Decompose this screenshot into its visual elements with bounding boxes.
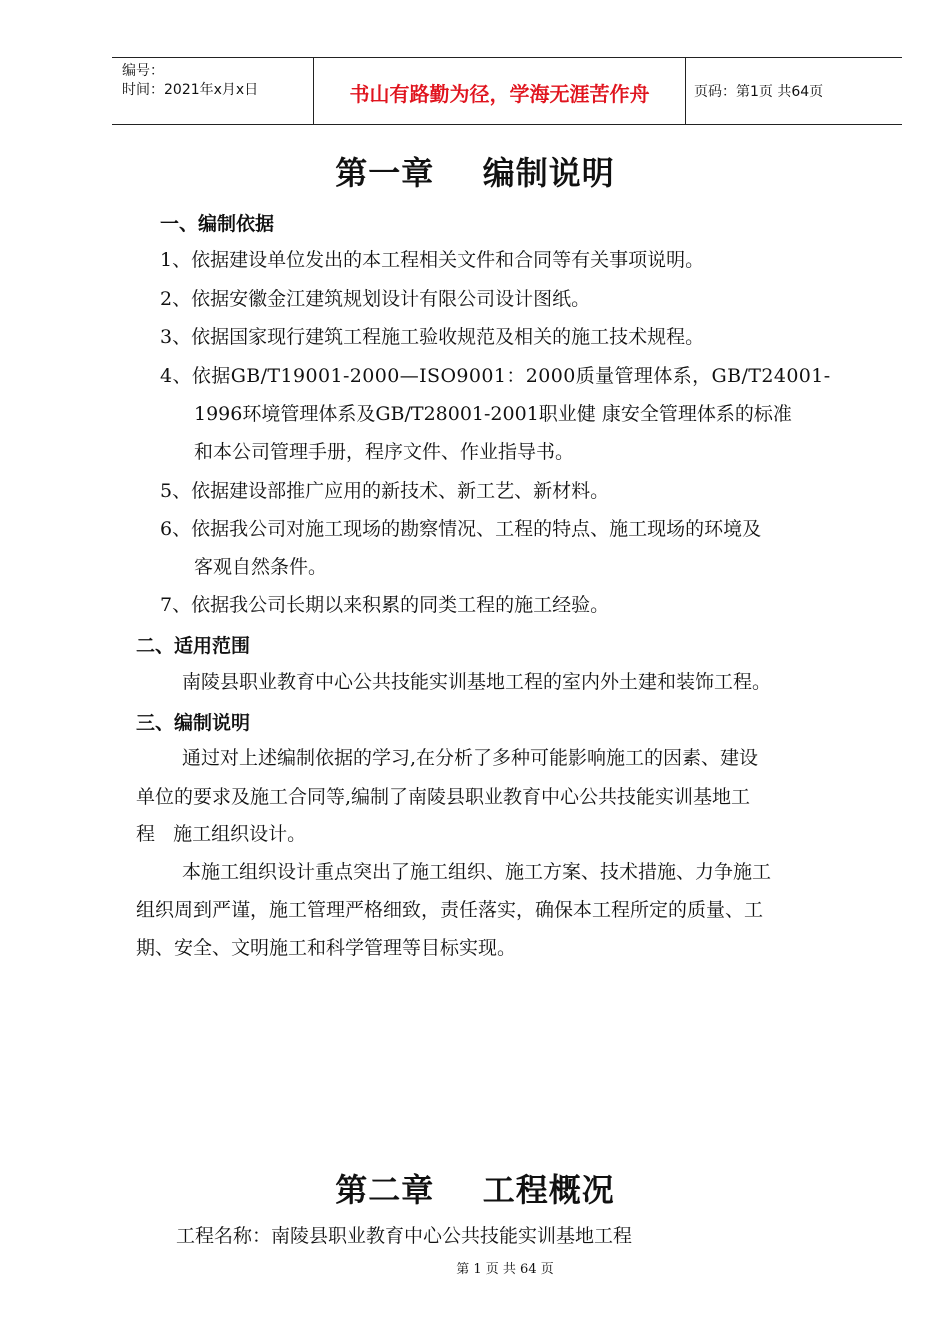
explanation-line: 程 施工组织设计。 [136,823,307,845]
project-name: 工程名称：南陵县职业教育中心公共技能实训基地工程 [176,1225,633,1247]
scope-text: 南陵县职业教育中心公共技能实训基地工程的室内外土建和装饰工程。 [182,671,772,693]
header-page-info: 页码：第1页 共64页 [694,84,824,100]
basis-item: 1、依据建设单位发出的本工程相关文件和合同等有关事项说明。 [160,249,705,271]
document-number-label: 编号： [122,63,164,79]
chapter2-title: 第二章 工程概况 [335,1171,615,1209]
explanation-line: 组织周到严谨，施工管理严格细致，责任落实，确保本工程所定的质量、工 [136,899,764,921]
chapter1-title: 第一章 编制说明 [335,154,615,192]
header-motto: 书山有路勤为径，学海无涯苦作舟 [313,58,686,124]
explanation-line: 通过对上述编制依据的学习,在分析了多种可能影响施工的因素、建设 [182,747,759,769]
page-footer: 第 1 页 共 64 页 [456,1262,554,1277]
explanation-line: 期、安全、文明施工和科学管理等目标实现。 [136,937,517,959]
basis-item: 7、依据我公司长期以来积累的同类工程的施工经验。 [160,594,610,616]
basis-item-continued: 1996环境管理体系及GB/T28001-2001职业健 康安全管理体系的标准 [194,403,792,425]
basis-item-continued: 客观自然条件。 [194,556,328,578]
section-heading-basis: 一、编制依据 [160,213,275,235]
basis-item: 4、依据GB/T19001-2000—ISO9001：2000质量管理体系，GB/T24001- [160,365,831,387]
section-heading-scope: 二、适用范围 [136,635,251,657]
explanation-line: 本施工组织设计重点突出了施工组织、施工方案、技术措施、力争施工 [182,861,772,883]
explanation-line: 单位的要求及施工合同等,编制了南陵县职业教育中心公共技能实训基地工 [136,786,751,808]
header-meta [112,58,313,124]
basis-item: 5、依据建设部推广应用的新技术、新工艺、新材料。 [160,480,610,502]
section-heading-explanation: 三、编制说明 [136,712,251,734]
basis-item: 3、依据国家现行建筑工程施工验收规范及相关的施工技术规程。 [160,326,705,348]
basis-item-continued: 和本公司管理手册，程序文件、作业指导书。 [194,441,575,463]
basis-item: 6、依据我公司对施工现场的勘察情况、工程的特点、施工现场的环境及 [160,518,762,540]
page-header [112,57,902,125]
basis-item: 2、依据安徽金江建筑规划设计有限公司设计图纸。 [160,288,591,310]
document-time: 时间：2021年x月x日 [122,82,259,98]
